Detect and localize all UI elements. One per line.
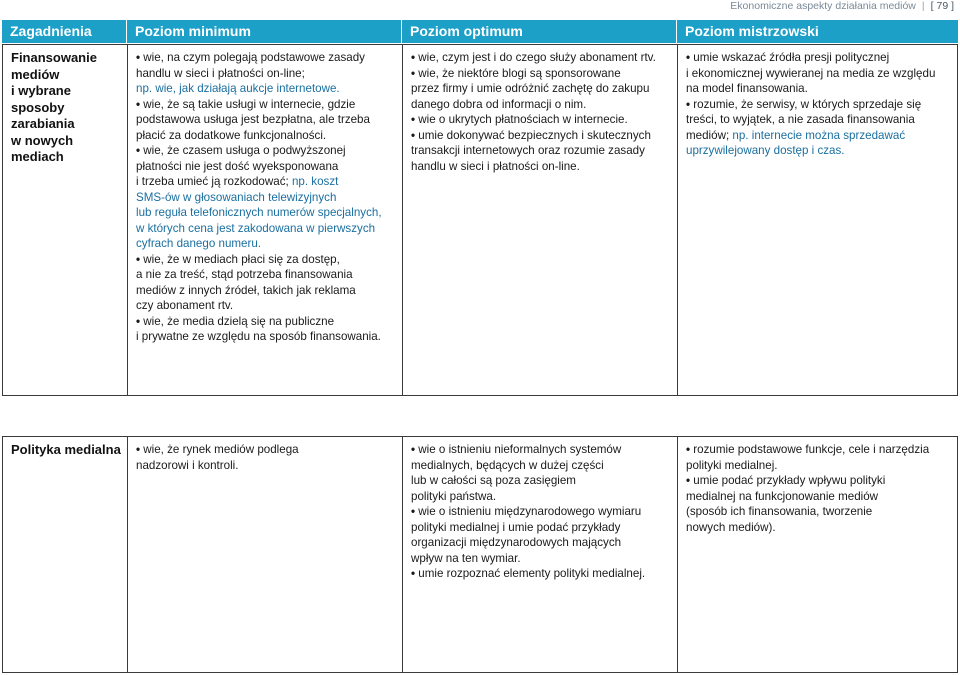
item-text: wie, na czym polegają podstawowe zasady handlu w sieci i płatności on-line; (136, 51, 365, 80)
bullet-icon: • (411, 128, 419, 142)
bullet-icon: • (686, 51, 694, 64)
item-text: wie, że są takie usługi w internecie, gdzie podstawowa usługa jest bezpłatna, ale trzeba płacić za dodatkowe funkcjonalności. (136, 97, 370, 142)
bullet-icon: • (411, 443, 419, 456)
item-list (686, 50, 951, 159)
header-poziom-mistrzowski: Poziom mistrzowski (685, 23, 819, 39)
list-item (136, 143, 396, 252)
item-list (136, 50, 396, 345)
item-text: rozumie podstawowe funkcje, cele i narzędzia polityki medialnej. (686, 443, 930, 472)
bullet-icon: • (136, 97, 144, 111)
list-item (411, 66, 671, 113)
item-text: wie, czym jest i do czego służy abonament rtv. (418, 51, 656, 64)
bullet-icon: • (136, 443, 144, 456)
optimum-cell (403, 45, 678, 395)
item-text: umie rozpoznać elementy polityki medialnej. (418, 567, 646, 580)
item-text: umie podać przykłady wpływu polityki medialnej na funkcjonowanie mediów (sposób ich finansowania, tworzenie nowych mediów). (686, 474, 886, 534)
list-item (136, 252, 396, 314)
item-text: wie o istnieniu nieformalnych systemów medialnych, będących w dużej części lub w całości są poza zasięgiem polityki państwa. (411, 443, 622, 503)
list-item (686, 442, 951, 473)
item-example-text: np. internecie można sprzedawać uprzywilejowany dostęp i czas. (686, 128, 906, 157)
item-list (136, 442, 396, 473)
list-item (411, 112, 671, 128)
bullet-icon: • (411, 567, 419, 580)
list-item (686, 473, 951, 535)
item-example-text: np. koszt SMS-ów w głosowaniach telewizyjnych lub reguła telefonicznych numerów specjalnych, w których cena jest zakodowana w pierwszych cyfrach danego numeru. (136, 175, 382, 250)
topic-label: Finansowanie mediów i wybrane sposoby zarabiania w nowych mediach (11, 50, 97, 164)
list-item (136, 97, 396, 144)
item-text: wie, że niektóre blogi są sponsorowane przez firmy i umie odróżnić zachętę do zakupu danego dobra od informacji o nim. (411, 66, 650, 111)
item-text: rozumie, że serwisy, w których sprzedaje się treści, to wyjątek, a nie zasada finansowania mediów; (686, 97, 922, 142)
bullet-icon: • (411, 66, 419, 80)
list-item (411, 128, 671, 175)
topic-cell (3, 45, 128, 395)
list-item (686, 97, 951, 159)
bullet-icon: • (686, 97, 694, 111)
bullet-icon: • (136, 252, 144, 266)
bullet-icon: • (686, 474, 694, 487)
mistrzowski-cell (678, 45, 957, 395)
page-number: [ 79 ] (930, 0, 954, 12)
optimum-cell (403, 437, 678, 672)
header-poziom-minimum: Poziom minimum (127, 20, 402, 43)
topic-cell (3, 437, 128, 672)
bullet-icon: • (686, 443, 694, 456)
list-item (411, 566, 671, 582)
item-text: wie, że w mediach płaci się za dostęp, a nie za treść, stąd potrzeba finansowania mediów z innych źródeł, takich jak reklama czy abonament rtv. (136, 252, 356, 312)
item-list (411, 442, 671, 582)
mistrzowski-cell (678, 437, 957, 672)
bullet-icon: • (136, 51, 144, 64)
table-header (2, 20, 958, 43)
item-text: wie, że media dzielą się na publiczne i prywatne ze względu na sposób finansowania. (136, 314, 381, 343)
topic-label: Polityka medialna (11, 442, 121, 457)
bullet-icon: • (136, 314, 144, 328)
list-item (686, 50, 951, 97)
list-item (411, 504, 671, 566)
bullet-icon: • (411, 505, 419, 518)
list-item (411, 50, 671, 66)
minimum-cell (128, 437, 403, 672)
item-list (411, 50, 671, 174)
list-item (411, 442, 671, 504)
running-head-title: Ekonomiczne aspekty działania mediów (730, 0, 916, 12)
item-list (686, 442, 951, 535)
minimum-cell (128, 45, 403, 395)
item-text: wie, że czasem usługa o podwyższonej płatności nie jest dość wyeksponowana i trzeba umieć ją rozkodować; (136, 144, 346, 188)
bullet-icon: • (411, 113, 419, 126)
header-poziom-optimum: Poziom optimum (402, 20, 677, 43)
running-head: Ekonomiczne aspekty działania mediów | [ 79 ] (730, 0, 954, 12)
item-text: wie o ukrytych płatnościach w internecie. (418, 113, 628, 126)
header-zagadnienia: Zagadnienia (2, 20, 127, 43)
table-row-finansowanie (2, 44, 958, 396)
item-text: umie wskazać źródła presji politycznej i ekonomicznej wywieranej na media ze względu na model finansowania. (686, 51, 936, 95)
table-row-polityka (2, 436, 958, 673)
item-text: wie, że rynek mediów podlega nadzorowi i kontroli. (136, 443, 299, 472)
bullet-icon: • (411, 51, 419, 64)
item-text: wie o istnieniu międzynarodowego wymiaru polityki medialnej i umie podać przykłady organizacji międzynarodowych mających wpływ na ten wymiar. (411, 505, 642, 565)
item-example-text: np. wie, jak działają aukcje internetowe. (136, 82, 340, 95)
item-text: umie dokonywać bezpiecznych i skutecznych transakcji internetowych oraz rozumie zasady handlu w sieci i płatności on-line. (411, 128, 651, 173)
list-item (136, 314, 396, 345)
list-item (136, 442, 396, 473)
bullet-icon: • (136, 144, 144, 157)
list-item (136, 50, 396, 97)
